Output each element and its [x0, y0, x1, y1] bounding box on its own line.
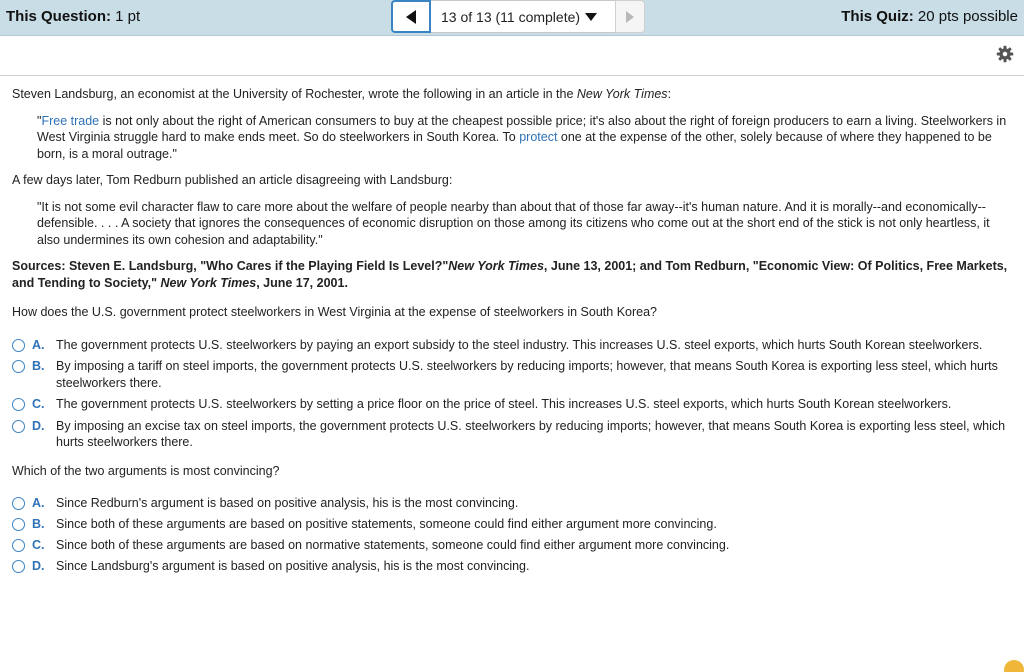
q1-option-a[interactable]	[12, 337, 1012, 354]
question-navigator	[391, 0, 645, 33]
header-divider	[0, 75, 1024, 76]
followup-text: A few days later, Tom Redburn published an article disagreeing with Landsburg:	[12, 173, 453, 187]
quote1-open: "	[37, 113, 42, 128]
gear-icon[interactable]	[996, 45, 1014, 63]
option-text: By imposing an excise tax on steel imports, the government protects U.S. steelworkers by reducing imports; however, that means South Korea is exporting less steel, which hurts steelworkers there.	[56, 418, 1006, 449]
quote1-part2: one at the expense of the other, solely because of where they happened to be born, is a moral outrage."	[37, 130, 992, 161]
question-points	[6, 8, 140, 25]
intro-before: Steven Landsburg, an economist at the University of Rochester, wrote the following in an article in the	[12, 87, 577, 101]
option-letter: D.	[32, 559, 45, 573]
option-letter: D.	[32, 418, 45, 433]
q1-radio-d[interactable]	[12, 420, 25, 433]
intro-after: :	[667, 87, 672, 101]
question-points-value: 1 pt	[115, 8, 141, 25]
next-question-button[interactable]	[615, 0, 645, 33]
sources-part2: , June 13, 2001; and Tom Redburn, "Economic View: Of Politics, Free Markets, and Tending to Society,"	[12, 259, 1008, 290]
right-arrow-icon	[625, 11, 635, 23]
q1-radio-b[interactable]	[12, 360, 25, 373]
redburn-quote: "It is not some evil character flaw to care more about the welfare of people nearby than about that of those far away--it's human nature. And it is morally--and economically--defensible. . . . A society that ignores the consequences of economic disruption on those among its citizens who come out at the short end of the stick is not only heartless, it also undermines its own cohesion and adaptability."	[37, 199, 990, 247]
intro-publication: New York Times	[576, 87, 668, 101]
question2-prompt: Which of the two arguments is most convincing?	[12, 463, 280, 478]
option-text: Since both of these arguments are based on positive statements, someone could find either argument more convincing.	[56, 517, 717, 531]
q2-radio-d[interactable]	[12, 560, 25, 573]
q1-option-b[interactable]	[12, 358, 1012, 391]
top-bar	[0, 0, 1024, 36]
intro-text	[12, 86, 1012, 103]
option-letter: A.	[32, 496, 45, 510]
quiz-points	[841, 8, 1018, 25]
landsburg-quote	[37, 113, 1012, 163]
q2-option-d[interactable]	[12, 558, 1012, 575]
sources-pub2: New York Times	[160, 275, 257, 290]
q2-radio-a[interactable]	[12, 497, 25, 510]
left-arrow-icon	[405, 10, 417, 24]
q2-option-a[interactable]	[12, 495, 1012, 512]
option-text: The government protects U.S. steelworkers by setting a price floor on the price of steel. This increases U.S. steel exports, which hurts South Korean steelworkers.	[56, 397, 952, 411]
help-icon[interactable]	[1004, 660, 1024, 672]
quote1-part1: is not only about the right of American consumers to buy at the cheapest possible price; it's also about the right of foreign producers to earn a living. Steelworkers in West Virginia struggle hard to make ends meet. So do steelworkers in South Korea. To	[37, 113, 1007, 144]
option-letter: C.	[32, 397, 45, 411]
option-text: Since Redburn's argument is based on positive analysis, his is the most convincing.	[56, 496, 519, 510]
q2-option-c[interactable]	[12, 537, 1012, 554]
option-text: The government protects U.S. steelworkers by paying an export subsidy to the steel industry. This increases U.S. steel exports, which hurts South Korean steelworkers.	[56, 337, 983, 352]
option-letter: A.	[32, 337, 45, 352]
free-trade-link[interactable]: Free trade	[41, 113, 100, 128]
question-points-label: This Question:	[6, 8, 111, 25]
option-letter: B.	[32, 517, 45, 531]
q2-option-b[interactable]	[12, 516, 1012, 533]
option-text: Since both of these arguments are based on normative statements, someone could find either argument more convincing.	[56, 538, 730, 552]
option-text: Since Landsburg's argument is based on positive analysis, his is the most convincing.	[56, 559, 530, 573]
sources-part1: Sources: Steven E. Landsburg, "Who Cares if the Playing Field Is Level?"	[12, 259, 449, 273]
option-letter: B.	[32, 359, 45, 373]
option-text: By imposing a tariff on steel imports, the government protects U.S. steelworkers by reducing imports; however, that means South Korea is exporting less steel, which hurts steelworkers there.	[56, 359, 998, 390]
q1-radio-c[interactable]	[12, 398, 25, 411]
q2-radio-b[interactable]	[12, 518, 25, 531]
caret-down-icon	[585, 13, 597, 21]
protect-link[interactable]: protect	[519, 130, 558, 144]
question1-prompt: How does the U.S. government protect steelworkers in West Virginia at the expense of steelworkers in South Korea?	[12, 305, 658, 319]
question-select[interactable]	[431, 0, 615, 33]
sources-part3: , June 17, 2001.	[256, 275, 348, 290]
sources-citation	[12, 258, 1012, 291]
question-select-value: 13 of 13 (11 complete)	[441, 8, 581, 25]
question-content	[12, 86, 1012, 587]
q1-option-d[interactable]	[12, 418, 1012, 451]
question1-options	[12, 337, 1012, 451]
quiz-points-label: This Quiz:	[841, 8, 914, 25]
q1-radio-a[interactable]	[12, 339, 25, 352]
sources-pub1: New York Times	[448, 259, 544, 273]
previous-question-button[interactable]	[391, 0, 431, 33]
q1-option-c[interactable]	[12, 396, 1012, 413]
quiz-points-value: 20 pts possible	[917, 8, 1018, 25]
question2-options	[12, 495, 1012, 575]
option-letter: C.	[32, 538, 45, 552]
q2-radio-c[interactable]	[12, 539, 25, 552]
